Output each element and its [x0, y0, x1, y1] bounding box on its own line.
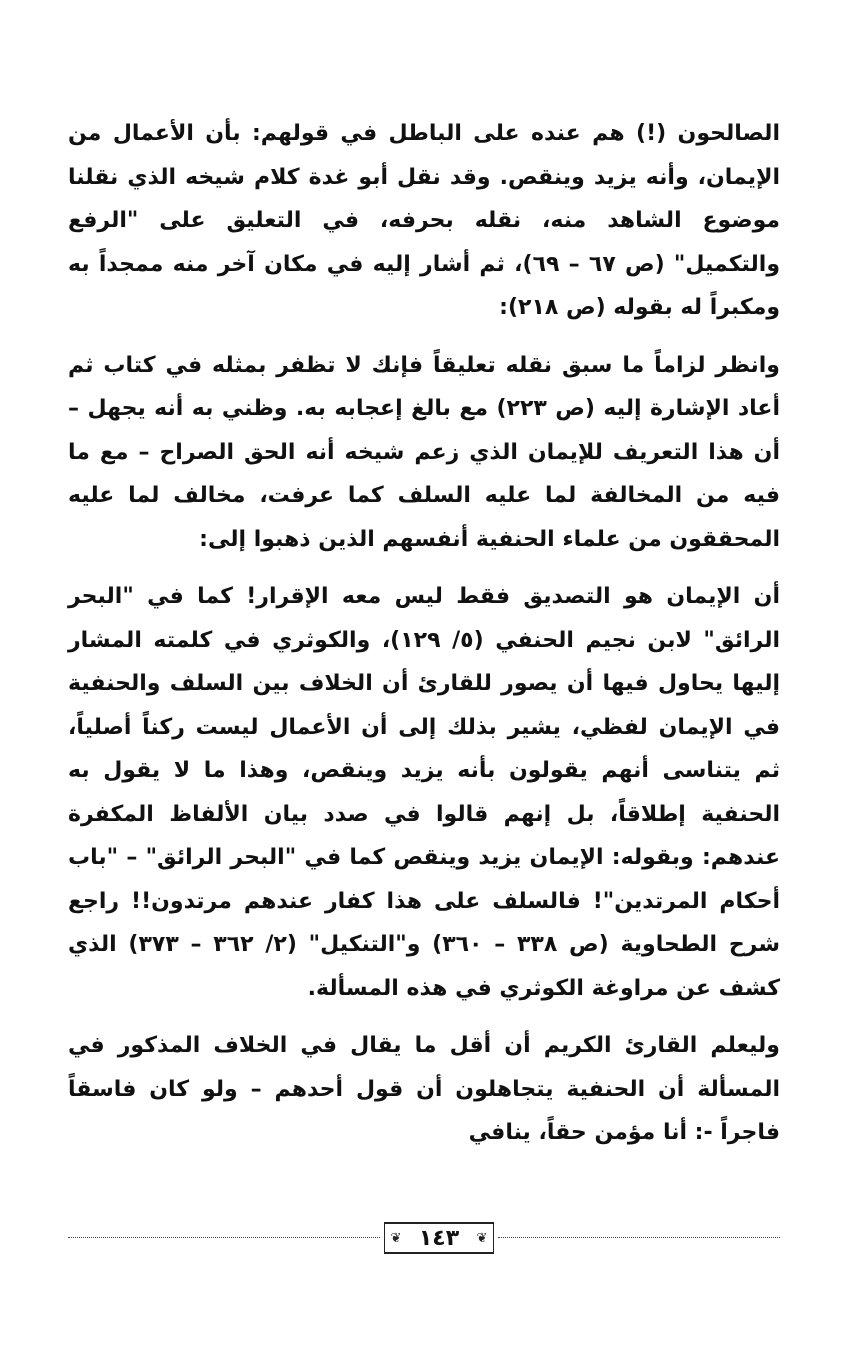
page-number: ١٤٣: [418, 1225, 460, 1251]
paragraph-2: وانظر لزاماً ما سبق نقله تعليقاً فإنك لا تظفر بمثله في كتاب ثم أعاد الإشارة إليه (ص ٢٢٣) مع بالغ إعجابه به. وظني به أنه يجهل – أن هذا التعريف للإيمان الذي زعم شيخه أنه الحق الصراح – مع ما فيه من المخالفة لما عليه السلف كما عرفت، مخالف لما عليه المحققون من علماء الحنفية أنفسهم الذين ذهبوا إلى:: [68, 352, 780, 552]
page-body: [68, 112, 780, 1155]
footer-divider-left: [68, 1237, 380, 1238]
page-footer: [68, 1222, 780, 1262]
paragraph-3: أن الإيمان هو التصديق فقط ليس معه الإقرار! كما في "البحر الرائق" لابن نجيم الحنفي (٥/ ١٢٩)، والكوثري في كلمته المشار إليها يحاول فيها أن يصور للقارئ أن الخلاف بين السلف والحنفية في الإيمان لفظي، يشير بذلك إلى أن الأعمال ليست ركناً أصلياً، ثم يتناسى أنهم يقولون بأنه يزيد وينقص، وهذا ما لا يقول به الحنفية إطلاقاً، بل إنهم قالوا في صدد بيان الألفاظ المكفرة عندهم: وبقوله: الإيمان يزيد وينقص كما في "البحر الرائق" – "باب أحكام المرتدين"! فالسلف على هذا كفار عندهم مرتدون!! راجع شرح الطحاوية (ص ٣٣٨ – ٣٦٠) و"التنكيل" (٢/ ٣٦٢ – ٣٧٣) الذي كشف عن مراوغة الكوثري في هذه المسألة.: [68, 584, 781, 1001]
ornament-right-icon: ❦: [476, 1231, 488, 1246]
paragraph-1: الصالحون (!) هم عنده على الباطل في قولهم: بأن الأعمال من الإيمان، وأنه يزيد وينقص. وقد نقل أبو غدة كلام شيخه الذي نقلنا موضوع الشاهد منه، نقله بحرفه، في التعليق على "الرفع والتكميل" (ص ٦٧ – ٦٩)، ثم أشار إليه في مكان آخر منه ممجداً به ومكبراً له بقوله (ص ٢١٨):: [68, 121, 780, 320]
ornament-left-icon: ❦: [390, 1231, 402, 1246]
page-number-frame: [384, 1222, 494, 1254]
paragraph-4: وليعلم القارئ الكريم أن أقل ما يقال في الخلاف المذكور في المسألة أن الحنفية يتجاهلون أن قول أحدهم – ولو كان فاسقاً فاجراً -: أنا مؤمن حقاً، ينافي: [68, 1033, 780, 1145]
footer-divider-right: [498, 1237, 780, 1238]
